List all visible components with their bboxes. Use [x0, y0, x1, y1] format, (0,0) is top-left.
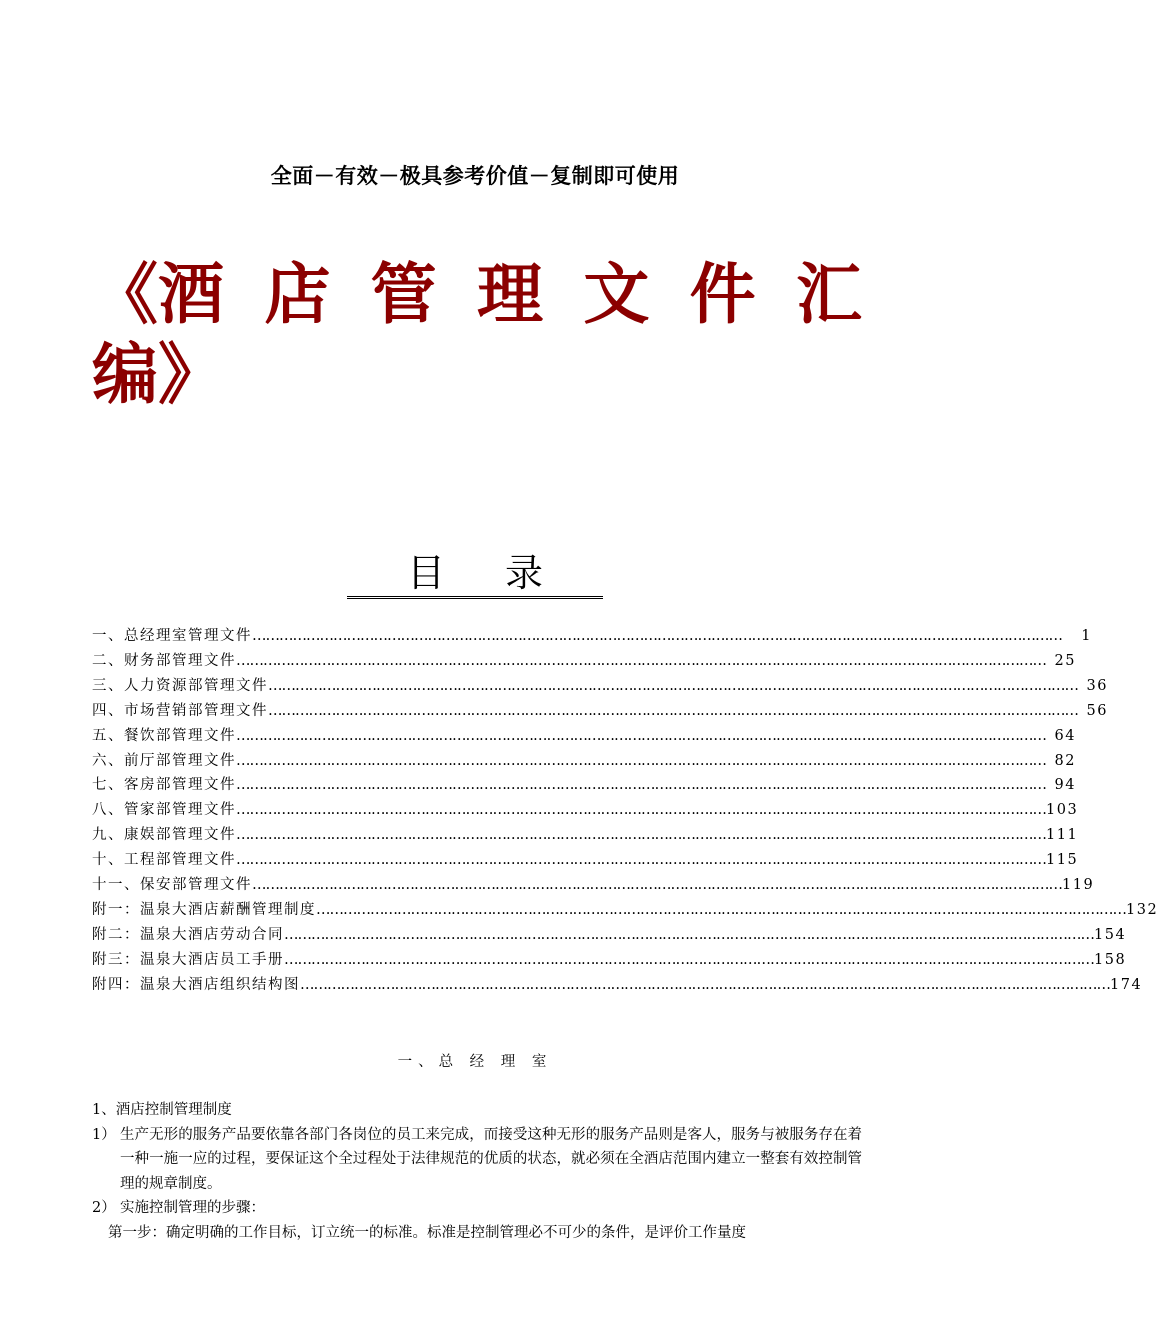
- toc-entry[interactable]: [92, 649, 1076, 674]
- toc-entry[interactable]: [92, 923, 1127, 948]
- toc-leader-dots: ………………………………………………………………………………………………………………………………………………………………: [300, 976, 1110, 993]
- toc-entry-label: 市场营销部管理文件: [124, 702, 268, 719]
- toc-heading-text: 目录: [347, 550, 603, 599]
- toc-leader-dots: ………………………………………………………………………………………………………………………………………………………………: [236, 852, 1046, 869]
- toc-entry-page: 82: [1054, 752, 1076, 769]
- toc-entry-number: 十一、: [92, 877, 140, 894]
- toc-entry-number: 八、: [92, 802, 124, 819]
- toc-entry[interactable]: [92, 948, 1127, 973]
- toc-leader-dots: ………………………………………………………………………………………………………………………………………………………………: [284, 926, 1094, 943]
- toc-entry-page: 154: [1094, 926, 1127, 943]
- toc-leader-dots: ………………………………………………………………………………………………………………………………………………………………: [236, 752, 1046, 769]
- toc-entry-number: 三、: [92, 677, 124, 694]
- title-char: 理: [476, 256, 543, 333]
- title-line-1: [92, 255, 862, 335]
- toc-entry-label: 前厅部管理文件: [124, 752, 236, 769]
- toc-entry-page: 158: [1094, 951, 1127, 968]
- toc-entry[interactable]: [92, 823, 1079, 848]
- toc-leader-dots: ………………………………………………………………………………………………………………………………………………………………: [268, 677, 1078, 694]
- section-heading: 一、总 经 理 室: [397, 1054, 553, 1070]
- toc-entry-page: 111: [1046, 827, 1079, 844]
- toc-entry[interactable]: [92, 624, 1092, 649]
- toc-entry-label: 保安部管理文件: [140, 877, 252, 894]
- document-subtitle: 全面－有效－极具参考价值－复制即可使用: [270, 164, 680, 188]
- toc-entry-label: 财务部管理文件: [124, 652, 236, 669]
- toc-entry[interactable]: [92, 749, 1076, 774]
- toc-entry-page: 119: [1062, 877, 1095, 894]
- toc-entry-number: 六、: [92, 752, 124, 769]
- title-char: 件: [689, 256, 756, 333]
- toc-entry-page: 132: [1126, 901, 1158, 918]
- toc-leader-dots: ………………………………………………………………………………………………………………………………………………………………: [236, 777, 1046, 794]
- toc-leader-dots: ………………………………………………………………………………………………………………………………………………………………: [236, 652, 1046, 669]
- toc-entry[interactable]: [92, 973, 1143, 998]
- toc-entry[interactable]: [92, 699, 1108, 724]
- toc-entry-page: 56: [1086, 702, 1108, 719]
- toc-entry-label: 总经理室管理文件: [124, 628, 252, 644]
- toc-entry-label: 温泉大酒店员工手册: [140, 951, 284, 968]
- toc-entry-number: 九、: [92, 827, 124, 844]
- toc-entry[interactable]: [92, 798, 1079, 823]
- toc-entry-page: 103: [1046, 802, 1079, 819]
- toc-entry-page: 36: [1086, 677, 1108, 694]
- document-title: [92, 255, 862, 415]
- title-char: 管: [370, 256, 437, 333]
- list-item: [92, 1123, 862, 1197]
- toc-entry-number: 一、: [92, 628, 124, 644]
- toc-entry-page: 1: [1081, 628, 1092, 644]
- toc-entry-number: 五、: [92, 727, 124, 744]
- toc-entry[interactable]: [92, 873, 1095, 898]
- toc-heading: [0, 550, 950, 599]
- toc-leader-dots: ………………………………………………………………………………………………………………………………………………………………: [252, 877, 1062, 894]
- toc-entry[interactable]: [92, 898, 1158, 923]
- section-body: [92, 1098, 862, 1245]
- toc-entry-label: 温泉大酒店劳动合同: [140, 926, 284, 943]
- toc-entry-number: 七、: [92, 777, 124, 794]
- title-char: 文: [583, 256, 650, 333]
- list-item-text: 实施控制管理的步骤：: [120, 1200, 265, 1216]
- title-line-2: 编》: [92, 336, 224, 413]
- list-item-marker: 1）: [92, 1126, 116, 1143]
- toc-leader-dots: ………………………………………………………………………………………………………………………………………………………………: [236, 727, 1046, 744]
- toc-entry-number: 附一：: [92, 901, 140, 918]
- toc-entry-page: 25: [1054, 652, 1076, 669]
- toc-entry-number: 附四：: [92, 976, 140, 993]
- toc-entry-page: 94: [1054, 777, 1076, 794]
- toc-entry[interactable]: [92, 773, 1076, 798]
- toc-entry-number: 二、: [92, 652, 124, 669]
- step-paragraph: 第一步：确定明确的工作目标，订立统一的标准。标准是控制管理必不可少的条件，是评价工作量度: [108, 1224, 746, 1241]
- toc-entry[interactable]: [92, 674, 1108, 699]
- toc-entry-page: 115: [1046, 852, 1079, 869]
- toc-entry[interactable]: [92, 848, 1079, 873]
- toc-entry-number: 十、: [92, 852, 124, 869]
- toc-leader-dots: ………………………………………………………………………………………………………………………………………………………………: [252, 628, 1062, 644]
- toc-entry-label: 温泉大酒店组织结构图: [140, 976, 300, 993]
- toc-entry-label: 人力资源部管理文件: [124, 677, 268, 694]
- toc-entry-page: 64: [1054, 727, 1076, 744]
- toc-entry[interactable]: [92, 724, 1076, 749]
- toc-entry-label: 工程部管理文件: [124, 852, 236, 869]
- toc-entry-label: 康娱部管理文件: [124, 827, 236, 844]
- toc-entry-number: 附二：: [92, 926, 140, 943]
- toc-leader-dots: ………………………………………………………………………………………………………………………………………………………………: [268, 702, 1078, 719]
- toc-leader-dots: ………………………………………………………………………………………………………………………………………………………………: [284, 951, 1094, 968]
- list-item: [92, 1196, 862, 1221]
- toc-leader-dots: ………………………………………………………………………………………………………………………………………………………………: [236, 827, 1046, 844]
- toc-leader-dots: ………………………………………………………………………………………………………………………………………………………………: [236, 802, 1046, 819]
- toc-entry-label: 餐饮部管理文件: [124, 727, 236, 744]
- title-char: 《酒: [92, 256, 224, 333]
- toc-entry-label: 客房部管理文件: [124, 777, 236, 794]
- table-of-contents: [92, 624, 1158, 998]
- title-char: 汇: [795, 256, 862, 333]
- toc-entry-label: 管家部管理文件: [124, 802, 236, 819]
- toc-leader-dots: ………………………………………………………………………………………………………………………………………………………………: [316, 901, 1126, 918]
- toc-entry-number: 四、: [92, 702, 124, 719]
- toc-entry-number: 附三：: [92, 951, 140, 968]
- toc-entry-label: 温泉大酒店薪酬管理制度: [140, 901, 316, 918]
- title-char: 店: [264, 256, 331, 333]
- list-item-marker: 2）: [92, 1200, 116, 1216]
- toc-entry-page: 174: [1110, 976, 1143, 993]
- section-subheading: 1、酒店控制管理制度: [92, 1102, 232, 1118]
- list-item-text: 生产无形的服务产品要依靠各部门各岗位的员工来完成，而接受这种无形的服务产品则是客人，服务与被服务存在着一种一施一应的过程，要保证这个全过程处于法律规范的优质的状态，就必须在全酒店范围内建立一整套有效控制管理的规章制度。: [120, 1126, 862, 1192]
